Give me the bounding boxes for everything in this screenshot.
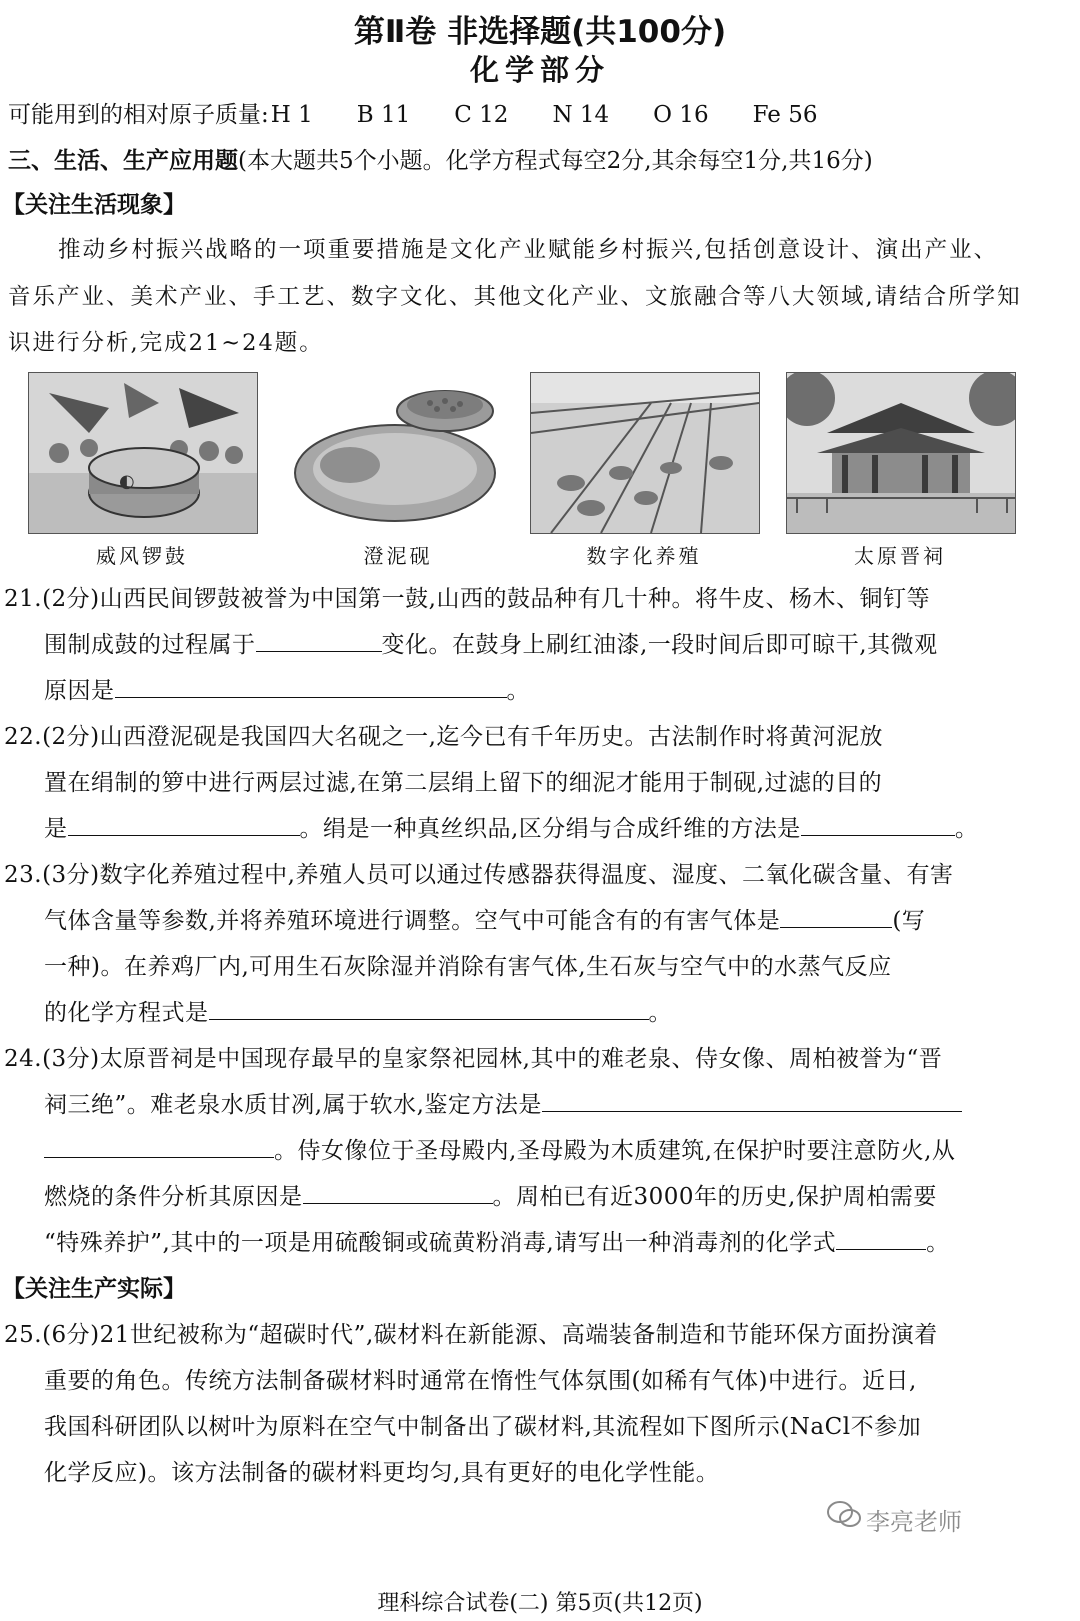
q23-text: (写 xyxy=(892,908,926,934)
watermark-text: 李亮老师 xyxy=(866,1508,962,1536)
atomic-mass-item: H 1 xyxy=(270,102,313,128)
q22-line-3 xyxy=(44,810,978,843)
answer-blank[interactable] xyxy=(542,1093,962,1112)
q22-text: 是 xyxy=(44,816,68,842)
q22-line-1: 22.(2分)山西澄泥砚是我国四大名砚之一,迄今已有千年历史。古法制作时将黄河泥放 xyxy=(4,724,883,750)
q23-line-4 xyxy=(44,994,672,1027)
q22-text: 。绢是一种真丝织品,区分绢与合成纤维的方法是 xyxy=(299,816,801,842)
section-heading xyxy=(8,142,873,175)
q23-text: 。 xyxy=(648,1000,672,1026)
atomic-mass-item: C 12 xyxy=(454,102,509,128)
q23-text: 气体含量等参数,并将养殖环境进行调整。空气中可能含有的有害气体是 xyxy=(44,908,781,934)
answer-blank[interactable] xyxy=(209,1001,649,1020)
answer-blank[interactable] xyxy=(801,817,955,836)
answer-blank[interactable] xyxy=(68,817,300,836)
q22-text: 。 xyxy=(954,816,979,842)
q24-line-4 xyxy=(44,1178,937,1211)
intro-line-1: 推动乡村振兴战略的一项重要措施是文化产业赋能乡村振兴,包括创意设计、演出产业、 xyxy=(58,237,999,263)
section-subtitle: 化学部分 xyxy=(469,53,610,87)
q21-line-3 xyxy=(44,672,530,705)
q24-text: 。侍女像位于圣母殿内,圣母殿为木质建筑,在保护时要注意防火,从 xyxy=(274,1138,956,1164)
q25-line-3: 我国科研团队以树叶为原料在空气中制备出了碳材料,其流程如下图所示(NaCl不参加 xyxy=(44,1414,922,1440)
atomic-mass-item: N 14 xyxy=(552,102,610,128)
topic-heading-life: 【关注生活现象】 xyxy=(2,192,186,218)
q21-text: 变化。在鼓身上刷红油漆,一段时间后即可晾干,其微观 xyxy=(381,632,938,658)
q24-line-1: 24.(3分)太原晋祠是中国现存最早的皇家祭祀园林,其中的难老泉、侍女像、周柏被誉为“晋 xyxy=(4,1046,943,1072)
section-note: (本大题共5个小题。化学方程式每空2分,其余每空1分,共16分) xyxy=(238,148,873,174)
atomic-mass-item: O 16 xyxy=(653,102,709,128)
q23-line-3: 一种)。在养鸡厂内,可用生石灰除湿并消除有害气体,生石灰与空气中的水蒸气反应 xyxy=(44,954,892,980)
answer-blank[interactable] xyxy=(115,679,507,698)
atomic-mass-item: B 11 xyxy=(356,102,411,128)
topic-heading-production: 【关注生产实际】 xyxy=(2,1276,186,1302)
q23-line-1: 23.(3分)数字化养殖过程中,养殖人员可以通过传感器获得温度、湿度、二氧化碳含量、有害 xyxy=(4,862,954,888)
jinci-temple-photo xyxy=(786,372,1016,534)
q24-text: 祠三绝”。难老泉水质甘冽,属于软水,鉴定方法是 xyxy=(44,1092,542,1118)
q21-text: 。 xyxy=(506,678,530,704)
gong-drum-photo xyxy=(28,372,258,534)
intro-line-2: 音乐产业、美术产业、手工艺、数字文化、其他文化产业、文旅融合等八大领域,请结合所学知 xyxy=(8,284,1022,310)
image-caption: 威风锣鼓 xyxy=(96,544,188,568)
image-caption: 太原晋祠 xyxy=(854,544,946,568)
q22-line-2: 置在绢制的箩中进行两层过滤,在第二层绢上留下的细泥才能用于制砚,过滤的目的 xyxy=(44,770,883,796)
paper-title: 第Ⅱ卷 非选择题(共100分) xyxy=(353,14,727,50)
answer-blank[interactable] xyxy=(303,1185,493,1204)
atomic-mass-item: Fe 56 xyxy=(752,102,818,128)
inkstone-photo xyxy=(284,372,514,534)
q21-line-1: 21.(2分)山西民间锣鼓被誉为中国第一鼓,山西的鼓品种有几十种。将牛皮、杨木、铜钉等 xyxy=(4,586,930,612)
atomic-masses-label: 可能用到的相对原子质量: xyxy=(8,102,269,128)
answer-blank[interactable] xyxy=(256,633,382,652)
q24-text: 燃烧的条件分析其原因是 xyxy=(44,1184,303,1210)
q24-line-3 xyxy=(44,1132,955,1165)
q25-line-1: 25.(6分)21世纪被称为“超碳时代”,碳材料在新能源、高端装备制造和节能环保方面扮演着 xyxy=(4,1322,938,1348)
q24-text: 。周柏已有近3000年的历史,保护周柏需要 xyxy=(492,1184,937,1210)
q24-line-5 xyxy=(44,1224,950,1257)
answer-blank[interactable] xyxy=(44,1139,274,1158)
poultry-farm-photo xyxy=(530,372,760,534)
q21-text: 围制成鼓的过程属于 xyxy=(44,632,256,658)
answer-blank[interactable] xyxy=(836,1231,926,1250)
answer-blank[interactable] xyxy=(780,909,892,928)
q25-line-2: 重要的角色。传统方法制备碳材料时通常在惰性气体氛围(如稀有气体)中进行。近日, xyxy=(44,1368,917,1394)
q24-line-2 xyxy=(44,1086,962,1119)
q23-line-2 xyxy=(44,902,925,935)
q23-text: 的化学方程式是 xyxy=(44,1000,209,1026)
q21-line-2 xyxy=(44,626,938,659)
wechat-logo-icon xyxy=(826,1500,862,1534)
svg-text:◐: ◐ xyxy=(119,471,135,492)
section-title: 三、生活、生产应用题 xyxy=(8,148,238,174)
q24-text: 。 xyxy=(926,1230,950,1256)
intro-line-3: 识进行分析,完成21~24题。 xyxy=(8,330,324,356)
q25-line-4: 化学反应)。该方法制备的碳材料更均匀,具有更好的电化学性能。 xyxy=(44,1460,720,1486)
q24-text: “特殊养护”,其中的一项是用硫酸铜或硫黄粉消毒,请写出一种消毒剂的化学式 xyxy=(44,1230,837,1256)
page-footer: 理科综合试卷(二) 第5页(共12页) xyxy=(377,1591,703,1616)
atomic-masses xyxy=(8,96,861,129)
q21-text: 原因是 xyxy=(44,678,115,704)
image-caption: 澄泥砚 xyxy=(363,544,433,568)
image-caption: 数字化养殖 xyxy=(586,544,702,568)
